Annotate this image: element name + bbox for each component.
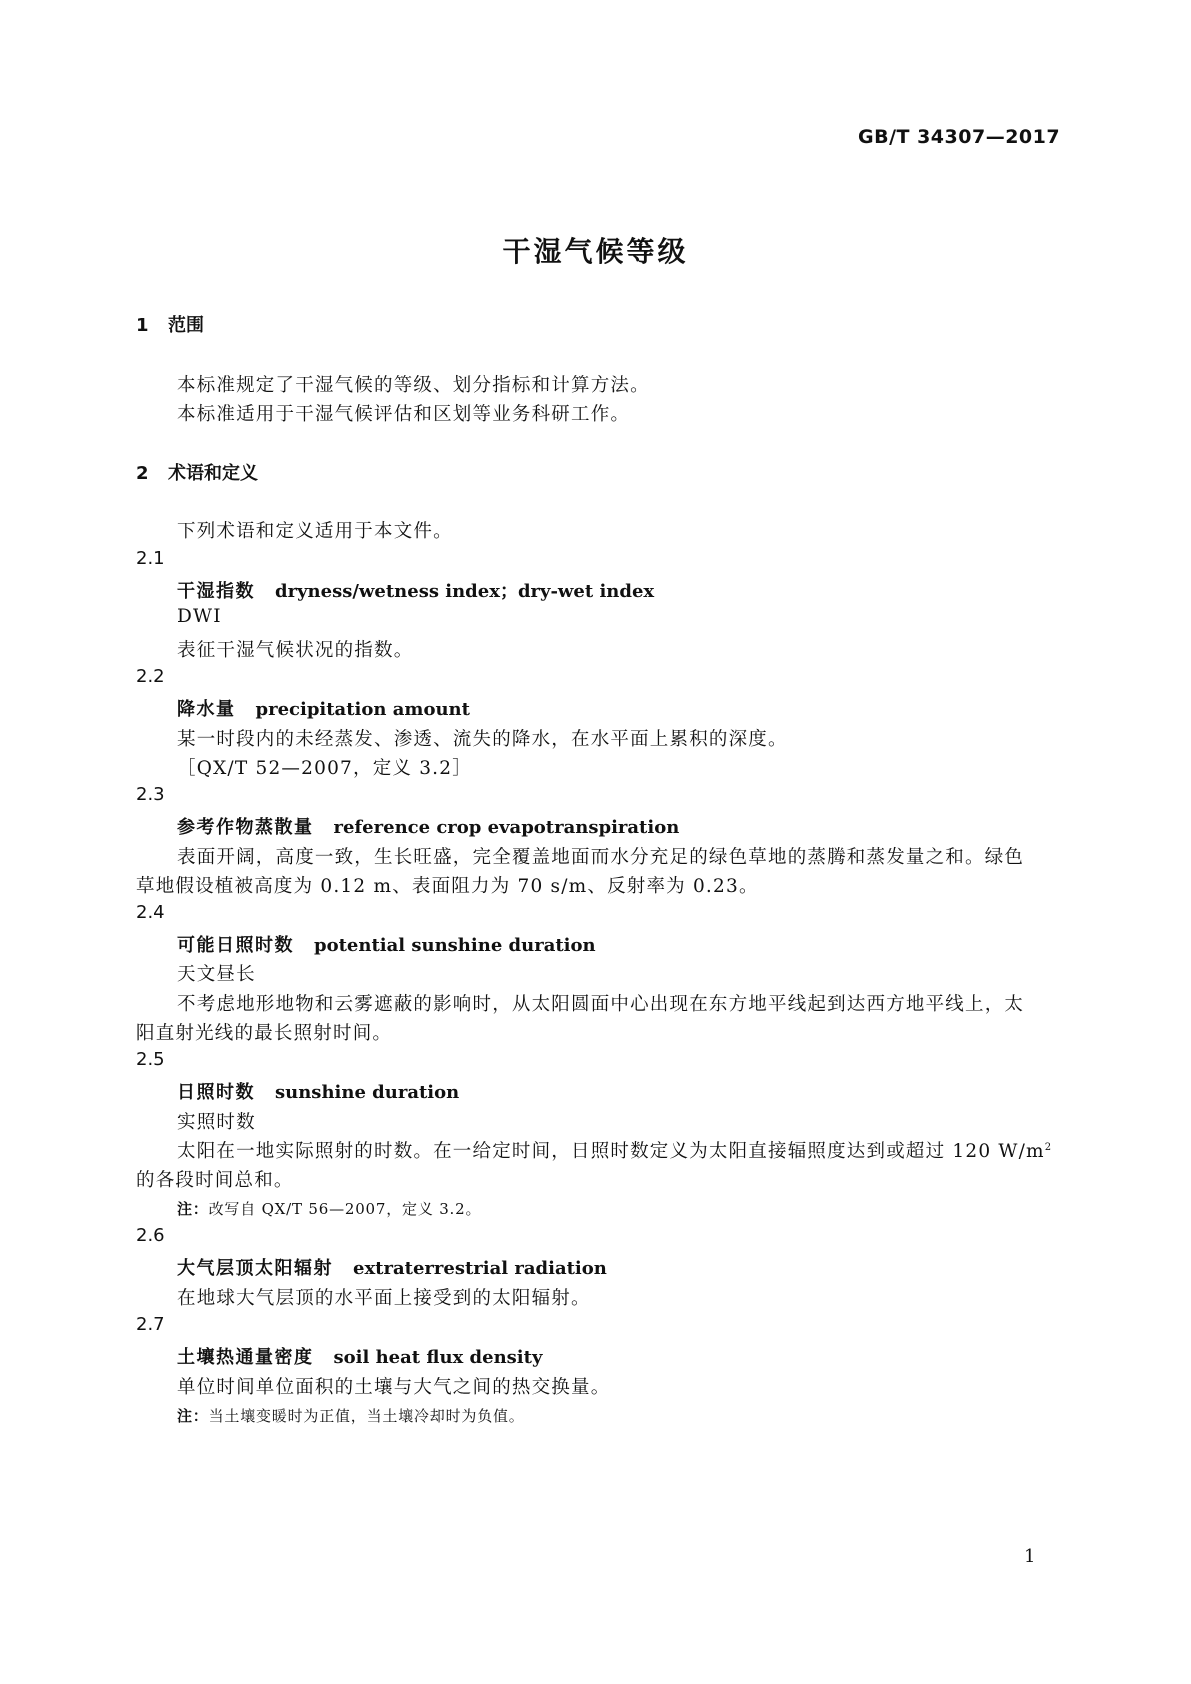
- term-number: 2.1: [136, 548, 165, 569]
- term-synonym: 实照时数: [177, 1112, 256, 1133]
- term-definition-line-2: 阳直射光线的最长照射时间。: [136, 1023, 393, 1044]
- term-heading: [177, 1343, 542, 1369]
- term-heading: [177, 695, 470, 721]
- note-text: 当土壤变暖时为正值，当土壤冷却时为负值。: [208, 1407, 525, 1425]
- terms-intro: 下列术语和定义适用于本文件。: [177, 521, 453, 542]
- term-heading: [177, 931, 596, 957]
- term-chinese: 大气层顶太阳辐射: [177, 1258, 333, 1279]
- section-title: 范围: [168, 315, 204, 336]
- term-english: dryness/wetness index；dry-wet index: [275, 581, 655, 602]
- term-definition: 在地球大气层顶的水平面上接受到的太阳辐射。: [177, 1288, 591, 1309]
- document-title: 干湿气候等级: [502, 235, 689, 268]
- definition-text: 太阳在一地实际照射的时数。在一给定时间，日照时数定义为太阳直接辐照度达到或超过 120 W/m: [177, 1141, 1045, 1162]
- term-definition-line-2: 的各段时间总和。: [136, 1170, 294, 1191]
- note-label: 注：: [177, 1200, 209, 1218]
- term-definition-line-1: [177, 1137, 1052, 1163]
- section-number: 1: [136, 315, 149, 336]
- term-heading: [177, 1078, 459, 1104]
- term-chinese: 降水量: [177, 699, 236, 720]
- term-english: extraterrestrial radiation: [353, 1258, 607, 1279]
- term-definition-line-1: 不考虑地形地物和云雾遮蔽的影响时，从太阳圆面中心出现在东方地平线起到达西方地平线上，太: [177, 994, 1025, 1015]
- section-number: 2: [136, 463, 149, 484]
- term-english: reference crop evapotranspiration: [333, 817, 680, 838]
- term-english: soil heat flux density: [333, 1347, 543, 1368]
- section-title: 术语和定义: [168, 463, 258, 484]
- term-chinese: 干湿指数: [177, 581, 255, 602]
- term-synonym: 天文昼长: [177, 964, 256, 985]
- term-number: 2.5: [136, 1049, 165, 1070]
- term-number: 2.6: [136, 1225, 165, 1246]
- page-number: 1: [1024, 1546, 1036, 1567]
- term-number: 2.3: [136, 784, 165, 805]
- term-chinese: 可能日照时数: [177, 935, 294, 956]
- term-english: potential sunshine duration: [314, 935, 596, 956]
- term-number: 2.2: [136, 666, 165, 687]
- scope-paragraph-2: 本标准适用于干湿气候评估和区划等业务科研工作。: [177, 404, 631, 425]
- term-note: [177, 1405, 525, 1426]
- term-heading: [177, 577, 654, 603]
- note-text: 改写自 QX/T 56—2007，定义 3.2。: [208, 1200, 482, 1218]
- term-abbreviation: DWI: [177, 606, 222, 627]
- section-heading-scope: [136, 311, 204, 337]
- term-note: [177, 1198, 481, 1219]
- note-label: 注：: [177, 1407, 209, 1425]
- term-number: 2.4: [136, 902, 165, 923]
- term-definition: 某一时段内的未经蒸发、渗透、流失的降水，在水平面上累积的深度。: [177, 729, 788, 750]
- term-chinese: 参考作物蒸散量: [177, 817, 314, 838]
- scope-paragraph-1: 本标准规定了干湿气候的等级、划分指标和计算方法。: [177, 375, 650, 396]
- term-english: sunshine duration: [275, 1082, 460, 1103]
- term-number: 2.7: [136, 1314, 165, 1335]
- term-definition: 单位时间单位面积的土壤与大气之间的热交换量。: [177, 1377, 611, 1398]
- term-chinese: 日照时数: [177, 1082, 255, 1103]
- term-definition-line-1: 表面开阔，高度一致，生长旺盛，完全覆盖地面而水分充足的绿色草地的蒸腾和蒸发量之和。绿色: [177, 847, 1025, 868]
- term-english: precipitation amount: [255, 699, 470, 720]
- term-source: ［QX/T 52—2007，定义 3.2］: [177, 758, 472, 779]
- term-heading: [177, 1254, 607, 1280]
- standard-code: GB/T 34307—2017: [858, 126, 1061, 148]
- term-chinese: 土壤热通量密度: [177, 1347, 314, 1368]
- term-definition-line-2: 草地假设植被高度为 0.12 m、表面阻力为 70 s/m、反射率为 0.23。: [136, 876, 759, 897]
- section-heading-terms: [136, 459, 258, 485]
- superscript: 2: [1044, 1141, 1053, 1153]
- term-definition: 表征干湿气候状况的指数。: [177, 640, 414, 661]
- term-heading: [177, 813, 679, 839]
